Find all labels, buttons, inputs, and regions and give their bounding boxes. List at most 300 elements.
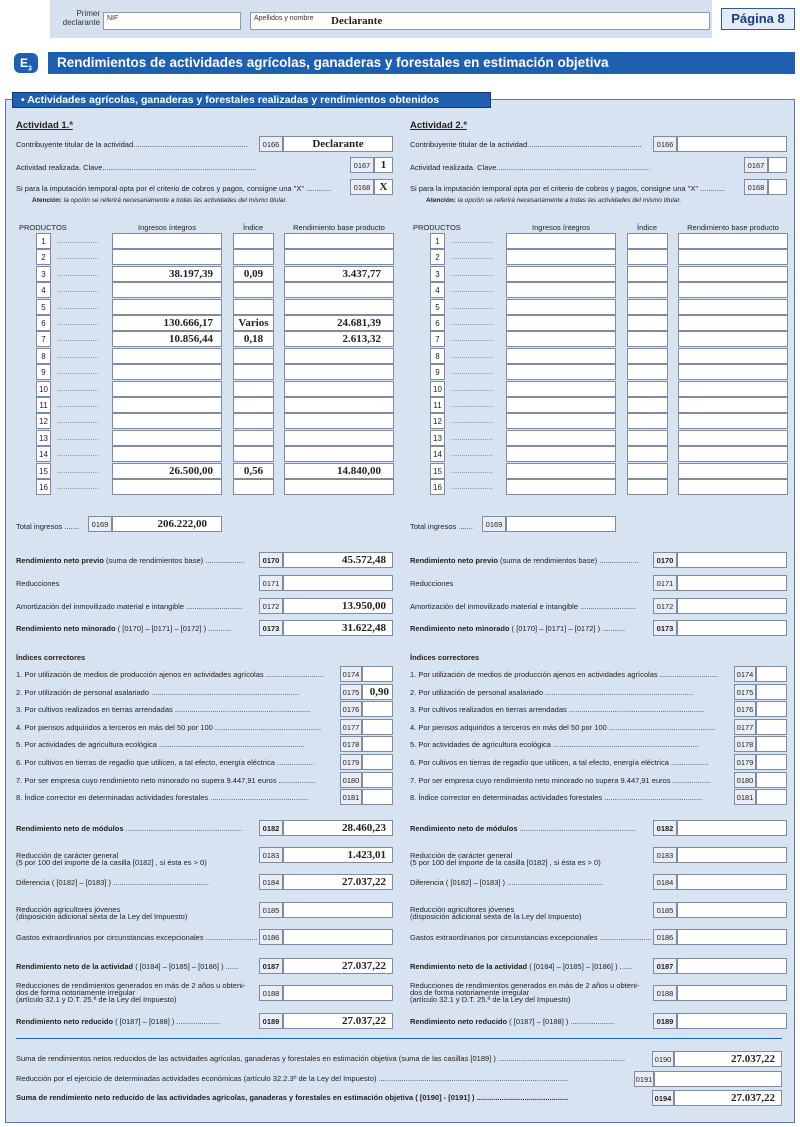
act1-field-171[interactable] [283, 575, 393, 591]
act1-field-0166[interactable] [283, 136, 393, 152]
act1-rend-neto-actividad-label: Rendimiento neto de la actividad ( [0184] – [0185] – [0186] ) ...... [16, 962, 239, 971]
act2-field-170[interactable] [677, 552, 787, 568]
act1-rend-base-cell[interactable] [284, 266, 394, 282]
act1-field-ic[interactable] [362, 684, 393, 700]
act1-ingresos-cell[interactable] [112, 413, 222, 429]
act1-product-number: 6 [36, 315, 51, 331]
act2-indice-cell[interactable] [627, 446, 668, 462]
act1-ingresos-cell[interactable] [112, 233, 222, 249]
act1-field-ic[interactable] [362, 666, 393, 682]
act1-code-170: 0170 [259, 552, 283, 568]
act2-product-name[interactable]: .................... [451, 449, 493, 459]
act2-field-0183[interactable] [677, 847, 787, 863]
act1-rend-base-cell[interactable] [284, 397, 394, 413]
act1-code-172: 0172 [259, 598, 283, 614]
act2-product-name[interactable]: .................... [451, 350, 493, 360]
act2-product-number: 4 [430, 282, 445, 298]
act1-code-187: 0187 [259, 958, 283, 974]
act2-product-number: 9 [430, 364, 445, 380]
act1-rend-base-cell[interactable] [284, 348, 394, 364]
act2-indice-cell[interactable] [627, 282, 668, 298]
act2-field-0166[interactable] [677, 136, 787, 152]
act2-rend-neto-reducido-label: Rendimiento neto reducido ( [0187] – [0188] ) ..................... [410, 1017, 615, 1026]
act2-field-0188[interactable] [677, 985, 787, 1001]
act1-field-187[interactable] [283, 958, 393, 974]
act2-code-187: 0187 [653, 958, 677, 974]
act2-code-ic: 0179 [734, 754, 756, 770]
field-value: 2.613,32 [342, 333, 381, 346]
act1-indice-cell[interactable] [233, 397, 274, 413]
act1-contribuyente-label: Contribuyente titular de la actividad....................................................... [16, 140, 248, 149]
code-0191: 0191 [634, 1071, 654, 1087]
act1-product-number: 8 [36, 348, 51, 364]
act1-product-name[interactable]: .................... [57, 383, 99, 393]
act1-ingresos-cell[interactable] [112, 430, 222, 446]
act2-rend-neto-actividad-label: Rendimiento neto de la actividad ( [0184] – [0185] – [0186] ) ...... [410, 962, 633, 971]
act1-field-ic[interactable] [362, 789, 393, 805]
act1-ingresos-cell[interactable] [112, 364, 222, 380]
act1-indice-cell[interactable] [233, 282, 274, 298]
act2-product-number: 3 [430, 266, 445, 282]
act1-field-0167[interactable] [374, 157, 393, 173]
act2-field-ic[interactable] [756, 719, 787, 735]
field-value: 14.840,00 [337, 464, 381, 477]
act2-rend-base-header: Rendimiento base producto [687, 223, 779, 232]
act2-rend-base-cell[interactable] [678, 463, 788, 479]
act2-checkbox-0168[interactable] [768, 179, 787, 195]
act1-indice-cell[interactable] [233, 266, 274, 282]
act2-indice-cell[interactable] [627, 266, 668, 282]
act1-field-170[interactable] [283, 552, 393, 568]
act2-rend-base-cell[interactable] [678, 266, 788, 282]
act2-code-182: 0182 [653, 820, 677, 836]
act2-indice-cell[interactable] [627, 249, 668, 265]
act2-rend-base-cell[interactable] [678, 397, 788, 413]
act2-field-0185[interactable] [677, 902, 787, 918]
code-0190: 0190 [652, 1051, 674, 1067]
act1-product-number: 10 [36, 381, 51, 397]
act1-code-0168: 0168 [350, 179, 374, 195]
act1-ingresos-cell[interactable] [112, 315, 222, 331]
field-value: 0,09 [243, 267, 264, 280]
act1-field-0188[interactable] [283, 985, 393, 1001]
act2-ingresos-cell[interactable] [506, 397, 616, 413]
suma-0194-label: Suma de rendimiento neto reducido de las actividades agrícolas, ganaderas y forestales en estimación objetiva ( [0190] - [0191] ) ............................................ [16, 1093, 569, 1102]
act2-rend-base-cell[interactable] [678, 413, 788, 429]
act1-diferencia-label: Diferencia ( [0182] – [0183] ) .............................................. [16, 878, 209, 887]
act1-product-name[interactable]: .................... [57, 367, 99, 377]
act2-field-189[interactable] [677, 1013, 787, 1029]
act1-product-name[interactable]: .................... [57, 334, 99, 344]
field-value: 26.500,00 [169, 464, 213, 477]
field-value: Varios [238, 317, 269, 329]
act1-ingresos-cell[interactable] [112, 479, 222, 495]
act1-ingresos-header: Ingresos íntegros [138, 223, 196, 232]
act1-rend-base-cell[interactable] [284, 479, 394, 495]
act2-atencion-note: Atención: la opción se referirá necesariamente a todas las actividades del mismo titular. [426, 197, 682, 204]
act2-rend-base-cell[interactable] [678, 364, 788, 380]
primer-declarante-label: Primer declarante [62, 9, 100, 27]
act2-product-name[interactable]: .................... [451, 367, 493, 377]
act1-indice-cell[interactable] [233, 331, 274, 347]
act1-ingresos-cell[interactable] [112, 249, 222, 265]
act1-code-0167: 0167 [350, 157, 374, 173]
act2-field-187[interactable] [677, 958, 787, 974]
act2-product-name[interactable]: .................... [451, 416, 493, 426]
act2-indice-cell[interactable] [627, 413, 668, 429]
act2-gastos-extraordinarios-label: Gastos extraordinarios por circunstancias excepcionales ......................... [410, 933, 652, 942]
act1-ingresos-cell[interactable] [112, 463, 222, 479]
act2-indice-corrector-label: 2. Por utilización de personal asalariado ....................................................................... [410, 687, 694, 697]
act1-clave-label: Actividad realizada. Clave.......................................................................... [16, 163, 257, 172]
act1-field-189[interactable] [283, 1013, 393, 1029]
act2-product-number: 5 [430, 299, 445, 315]
act1-rend-neto-minorado-label: Rendimiento neto minorado ( [0170] – [0171] – [0172] ) ........... [16, 624, 232, 633]
act1-indice-cell[interactable] [233, 299, 274, 315]
act1-indice-cell[interactable] [233, 233, 274, 249]
act2-rend-base-cell[interactable] [678, 430, 788, 446]
act1-product-name[interactable]: .................... [57, 350, 99, 360]
act1-indice-cell[interactable] [233, 446, 274, 462]
act2-indice-corrector-label: 6. Por cultivos en tierras de regadío que utilicen, a tal efecto, energía eléctrica .................. [410, 758, 709, 767]
field-0194[interactable]: 27.037,22 [674, 1090, 782, 1106]
act2-field-ic[interactable] [756, 772, 787, 788]
act2-field-171[interactable] [677, 575, 787, 591]
act1-ingresos-cell[interactable] [112, 331, 222, 347]
act2-product-name[interactable]: .................... [451, 432, 493, 442]
act1-rend-base-cell[interactable] [284, 381, 394, 397]
act1-rend-base-cell[interactable] [284, 233, 394, 249]
act2-rend-base-cell[interactable] [678, 381, 788, 397]
act1-field-173[interactable] [283, 620, 393, 636]
field-value: 206.222,00 [157, 518, 207, 530]
code-0194: 0194 [652, 1090, 674, 1106]
act2-code-0166: 0166 [653, 136, 677, 152]
act1-code-173: 0173 [259, 620, 283, 636]
act2-code-ic: 0181 [734, 789, 756, 805]
field-value: 3.437,77 [342, 267, 381, 280]
act2-indice-cell[interactable] [627, 348, 668, 364]
act1-product-number: 14 [36, 446, 51, 462]
act2-product-name[interactable]: .................... [451, 400, 493, 409]
act2-product-name[interactable]: .................... [451, 236, 493, 245]
act1-field-ic[interactable] [362, 701, 393, 717]
field-value: 130.666,17 [163, 317, 213, 329]
act1-code-0166: 0166 [259, 136, 283, 152]
act1-product-name[interactable]: .................... [57, 268, 99, 278]
act2-code-ic: 0180 [734, 772, 756, 788]
act2-product-number: 13 [430, 430, 445, 446]
act1-rend-base-cell[interactable] [284, 413, 394, 429]
act2-indice-corrector-label: 4. Por piensos adquiridos a terceros en más del 50 por 100 ................................................... [410, 722, 716, 732]
act2-indice-cell[interactable] [627, 315, 668, 331]
act2-ingresos-cell[interactable] [506, 249, 616, 265]
act1-product-number: 9 [36, 364, 51, 380]
act2-code-0167: 0167 [744, 157, 768, 173]
apellidos-field[interactable] [250, 12, 710, 30]
act2-total-ingresos-label: Total ingresos ....... [410, 522, 473, 531]
act1-rend-neto-previo-label: Rendimiento neto previo (suma de rendimientos base) ................... [16, 556, 245, 565]
act2-rend-base-cell[interactable] [678, 331, 788, 347]
act2-ingresos-cell[interactable] [506, 299, 616, 315]
act1-code-ic: 0178 [340, 736, 362, 752]
act1-product-number: 4 [36, 282, 51, 298]
act1-imputacion-label: Si para la imputación temporal opta por el criterio de cobros y pagos, consigne una "X" ............ [16, 184, 332, 193]
act2-product-name[interactable]: .................... [451, 285, 493, 295]
act2-product-name[interactable]: .................... [451, 482, 493, 491]
act1-rend-base-cell[interactable] [284, 446, 394, 462]
field-value: 1 [380, 159, 387, 171]
act1-reducciones-label: Reducciones [16, 579, 60, 588]
act1-red-2anos-label-3: (artículo 32.1 y D.T. 25.ª de la Ley del Impuesto) [16, 995, 177, 1004]
act2-field-ic[interactable] [756, 666, 787, 682]
act2-code-170: 0170 [653, 552, 677, 568]
act1-code-ic: 0176 [340, 701, 362, 717]
act2-ingresos-cell[interactable] [506, 331, 616, 347]
act1-gastos-extraordinarios-label: Gastos extraordinarios por circunstancias excepcionales ......................... [16, 933, 258, 942]
act1-ingresos-cell[interactable] [112, 397, 222, 413]
act2-ingresos-cell[interactable] [506, 266, 616, 282]
act2-code-0169: 0169 [482, 516, 506, 532]
act2-rend-base-cell[interactable] [678, 446, 788, 462]
field-value: 10.856,44 [169, 333, 213, 346]
act1-productos-header: PRODUCTOS [19, 223, 67, 232]
act2-indice-corrector-label: 5. Por actividades de agricultura ecológica ...................................................................... [410, 740, 699, 750]
act1-rend-base-cell[interactable] [284, 430, 394, 446]
act2-rend-base-cell[interactable] [678, 233, 788, 249]
act2-code-0185: 0185 [653, 902, 677, 918]
field-value: Declarante [312, 138, 364, 150]
act1-indice-cell[interactable] [233, 463, 274, 479]
act2-field-ic[interactable] [756, 701, 787, 717]
act1-product-name[interactable]: .................... [57, 449, 99, 459]
act1-ingresos-cell[interactable] [112, 299, 222, 315]
act2-product-name[interactable]: .................... [451, 465, 493, 475]
act1-field-186[interactable] [283, 929, 393, 945]
act1-indice-cell[interactable] [233, 430, 274, 446]
act1-code-0169: 0169 [88, 516, 112, 532]
act2-indice-cell[interactable] [627, 479, 668, 495]
act1-product-name[interactable]: .................... [57, 416, 99, 426]
section-badge: $E_3$ [14, 53, 38, 73]
act1-indice-cell[interactable] [233, 381, 274, 397]
act1-rend-base-cell[interactable] [284, 315, 394, 331]
act2-ingresos-header: Ingresos íntegros [532, 223, 590, 232]
act1-product-number: 16 [36, 479, 51, 495]
act2-indice-cell[interactable] [627, 397, 668, 413]
act1-field-182[interactable] [283, 820, 393, 836]
field-value: 27.037,22 [342, 1015, 386, 1027]
act2-code-0183: 0183 [653, 847, 677, 863]
act2-red-2anos-label-1: Reducciones de rendimientos generados en más de 2 años u obteni- [410, 981, 640, 990]
act1-indice-corrector-label: 1. Por utilización de medios de producción ajenos en actividades agrícolas ............................ [16, 670, 325, 679]
act1-code-ic: 0181 [340, 789, 362, 805]
act1-field-ic[interactable] [362, 772, 393, 788]
act1-product-name[interactable]: .................... [57, 236, 99, 245]
field-value: 31.622,48 [342, 622, 386, 634]
separator-line [16, 1038, 782, 1039]
act1-indice-cell[interactable] [233, 348, 274, 364]
act2-product-number: 15 [430, 463, 445, 479]
act2-red-jovenes-label-1: Reducción agricultores jóvenes [410, 905, 515, 914]
act1-ingresos-cell[interactable] [112, 348, 222, 364]
act2-indice-cell[interactable] [627, 233, 668, 249]
act1-product-number: 3 [36, 266, 51, 282]
act2-ingresos-cell[interactable] [506, 413, 616, 429]
act2-field-186[interactable] [677, 929, 787, 945]
suma-0190-label: Suma de rendimientos netos reducidos de las actividades agrícolas, ganaderas y forestales en estimación objetiva (suma de las casillas [0189] ) ............................................................. [16, 1054, 626, 1063]
section-title: Rendimientos de actividades agrícolas, ganaderas y forestales en estimación objetiva [48, 52, 795, 74]
act1-field-184[interactable] [283, 874, 393, 890]
act1-code-ic: 0180 [340, 772, 362, 788]
nif-field[interactable] [103, 12, 241, 30]
field-value: 1.423,01 [347, 849, 386, 861]
act1-code-182: 0182 [259, 820, 283, 836]
act1-rend-base-cell[interactable] [284, 282, 394, 298]
act2-code-171: 0171 [653, 575, 677, 591]
act2-code-173: 0173 [653, 620, 677, 636]
act2-rend-base-cell[interactable] [678, 249, 788, 265]
act2-imputacion-label: Si para la imputación temporal opta por el criterio de cobros y pagos, consigne una "X" ............ [410, 184, 726, 193]
act2-ingresos-cell[interactable] [506, 348, 616, 364]
act1-product-name[interactable]: .................... [57, 465, 99, 475]
act2-ingresos-cell[interactable] [506, 446, 616, 462]
act1-red-2anos-label-2: dos de forma notoriamente irregular [16, 988, 136, 997]
act2-product-name[interactable]: .................... [451, 301, 493, 311]
act2-ingresos-cell[interactable] [506, 381, 616, 397]
act1-product-name[interactable]: .................... [57, 252, 99, 262]
act2-product-name[interactable]: .................... [451, 334, 493, 344]
act2-indice-header: Índice [636, 223, 657, 232]
act1-indice-corrector-label: 5. Por actividades de agricultura ecológica ...................................................................... [16, 740, 305, 750]
act2-ingresos-cell[interactable] [506, 282, 616, 298]
act2-indice-corrector-label: 1. Por utilización de medios de producción ajenos en actividades agrícolas ............................ [410, 670, 719, 679]
act2-field-184[interactable] [677, 874, 787, 890]
act2-code-ic: 0174 [734, 666, 756, 682]
act2-product-name[interactable]: .................... [451, 268, 493, 278]
act1-ingresos-cell[interactable] [112, 446, 222, 462]
act1-red-general-label-1: Reducción de carácter general [16, 851, 119, 860]
act1-ingresos-cell[interactable] [112, 282, 222, 298]
field-0191[interactable] [654, 1071, 782, 1087]
act2-rend-base-cell[interactable] [678, 299, 788, 315]
act1-indice-cell[interactable] [233, 479, 274, 495]
field-value: 27.037,22 [342, 960, 386, 972]
act1-rend-base-cell[interactable] [284, 299, 394, 315]
act2-field-ic[interactable] [756, 754, 787, 770]
act2-product-name[interactable]: .................... [451, 252, 493, 262]
act2-product-name[interactable]: .................... [451, 383, 493, 393]
act1-indice-cell[interactable] [233, 364, 274, 380]
act1-indice-cell[interactable] [233, 413, 274, 429]
subsection-title: • Actividades agrícolas, ganaderas y forestales realizadas y rendimientos obtenidos [12, 92, 491, 108]
act2-field-182[interactable] [677, 820, 787, 836]
act1-field-0169[interactable] [112, 516, 222, 532]
act2-product-number: 2 [430, 249, 445, 265]
act1-indice-cell[interactable] [233, 249, 274, 265]
act1-rend-base-cell[interactable] [284, 249, 394, 265]
act2-product-name[interactable]: .................... [451, 318, 493, 327]
act1-rend-base-cell[interactable] [284, 331, 394, 347]
act2-product-number: 14 [430, 446, 445, 462]
act1-product-name[interactable]: .................... [57, 400, 99, 409]
act2-code-ic: 0177 [734, 719, 756, 735]
field-0190[interactable]: 27.037,22 [674, 1051, 782, 1067]
act1-code-184: 0184 [259, 874, 283, 890]
act2-rend-base-cell[interactable] [678, 479, 788, 495]
act2-indice-cell[interactable] [627, 299, 668, 315]
act2-field-ic[interactable] [756, 684, 787, 700]
act2-indice-cell[interactable] [627, 430, 668, 446]
act1-product-name[interactable]: .................... [57, 318, 99, 327]
act2-ingresos-cell[interactable] [506, 233, 616, 249]
act2-indice-corrector-label: 3. Por cultivos realizados en tierras arrendadas ................................................................. [410, 705, 705, 715]
act1-rend-base-header: Rendimiento base producto [293, 223, 385, 232]
act2-field-173[interactable] [677, 620, 787, 636]
act1-product-number: 13 [36, 430, 51, 446]
act1-ingresos-cell[interactable] [112, 266, 222, 282]
act1-indices-correctores-title: Índices correctores [16, 653, 86, 662]
act2-rend-base-cell[interactable] [678, 282, 788, 298]
act1-field-ic[interactable] [362, 736, 393, 752]
act1-field-172[interactable] [283, 598, 393, 614]
act1-checkbox-0168[interactable] [374, 179, 393, 195]
act1-product-name[interactable]: .................... [57, 301, 99, 311]
act2-indice-cell[interactable] [627, 364, 668, 380]
act2-field-ic[interactable] [756, 736, 787, 752]
act2-ingresos-cell[interactable] [506, 479, 616, 495]
act1-total-ingresos-label: Total ingresos ....... [16, 522, 79, 531]
act2-field-0169[interactable] [506, 516, 616, 532]
act2-code-0188: 0188 [653, 985, 677, 1001]
field-value: 24.681,39 [337, 317, 381, 329]
act1-code-ic: 0179 [340, 754, 362, 770]
act1-indice-cell[interactable] [233, 315, 274, 331]
act1-product-name[interactable]: .................... [57, 285, 99, 295]
act1-product-name[interactable]: .................... [57, 432, 99, 442]
act2-indice-cell[interactable] [627, 331, 668, 347]
field-value: 28.460,23 [342, 822, 386, 834]
act1-rend-base-cell[interactable] [284, 463, 394, 479]
act2-clave-label: Actividad realizada. Clave.......................................................................... [410, 163, 651, 172]
act2-field-0167[interactable] [768, 157, 787, 173]
act2-rend-base-cell[interactable] [678, 348, 788, 364]
act2-product-number: 8 [430, 348, 445, 364]
act2-amortizacion-label: Amortización del inmovilizado material e intangible ........................... [410, 602, 637, 611]
act1-field-ic[interactable] [362, 754, 393, 770]
field-value: X [379, 181, 388, 193]
act2-code-186: 0186 [653, 929, 677, 945]
act1-field-0185[interactable] [283, 902, 393, 918]
act1-product-name[interactable]: .................... [57, 482, 99, 491]
act1-rend-base-cell[interactable] [284, 364, 394, 380]
act2-ingresos-cell[interactable] [506, 315, 616, 331]
act2-indice-cell[interactable] [627, 463, 668, 479]
act2-indice-cell[interactable] [627, 381, 668, 397]
act2-field-ic[interactable] [756, 789, 787, 805]
act1-field-0183[interactable] [283, 847, 393, 863]
act2-red-2anos-label-3: (artículo 32.1 y D.T. 25.ª de la Ley del Impuesto) [410, 995, 571, 1004]
act2-rend-base-cell[interactable] [678, 315, 788, 331]
act2-ingresos-cell[interactable] [506, 463, 616, 479]
act2-field-172[interactable] [677, 598, 787, 614]
act2-ingresos-cell[interactable] [506, 430, 616, 446]
act2-ingresos-cell[interactable] [506, 364, 616, 380]
act1-ingresos-cell[interactable] [112, 381, 222, 397]
act1-field-ic[interactable] [362, 719, 393, 735]
act1-product-number: 7 [36, 331, 51, 347]
act2-product-number: 11 [430, 397, 445, 413]
